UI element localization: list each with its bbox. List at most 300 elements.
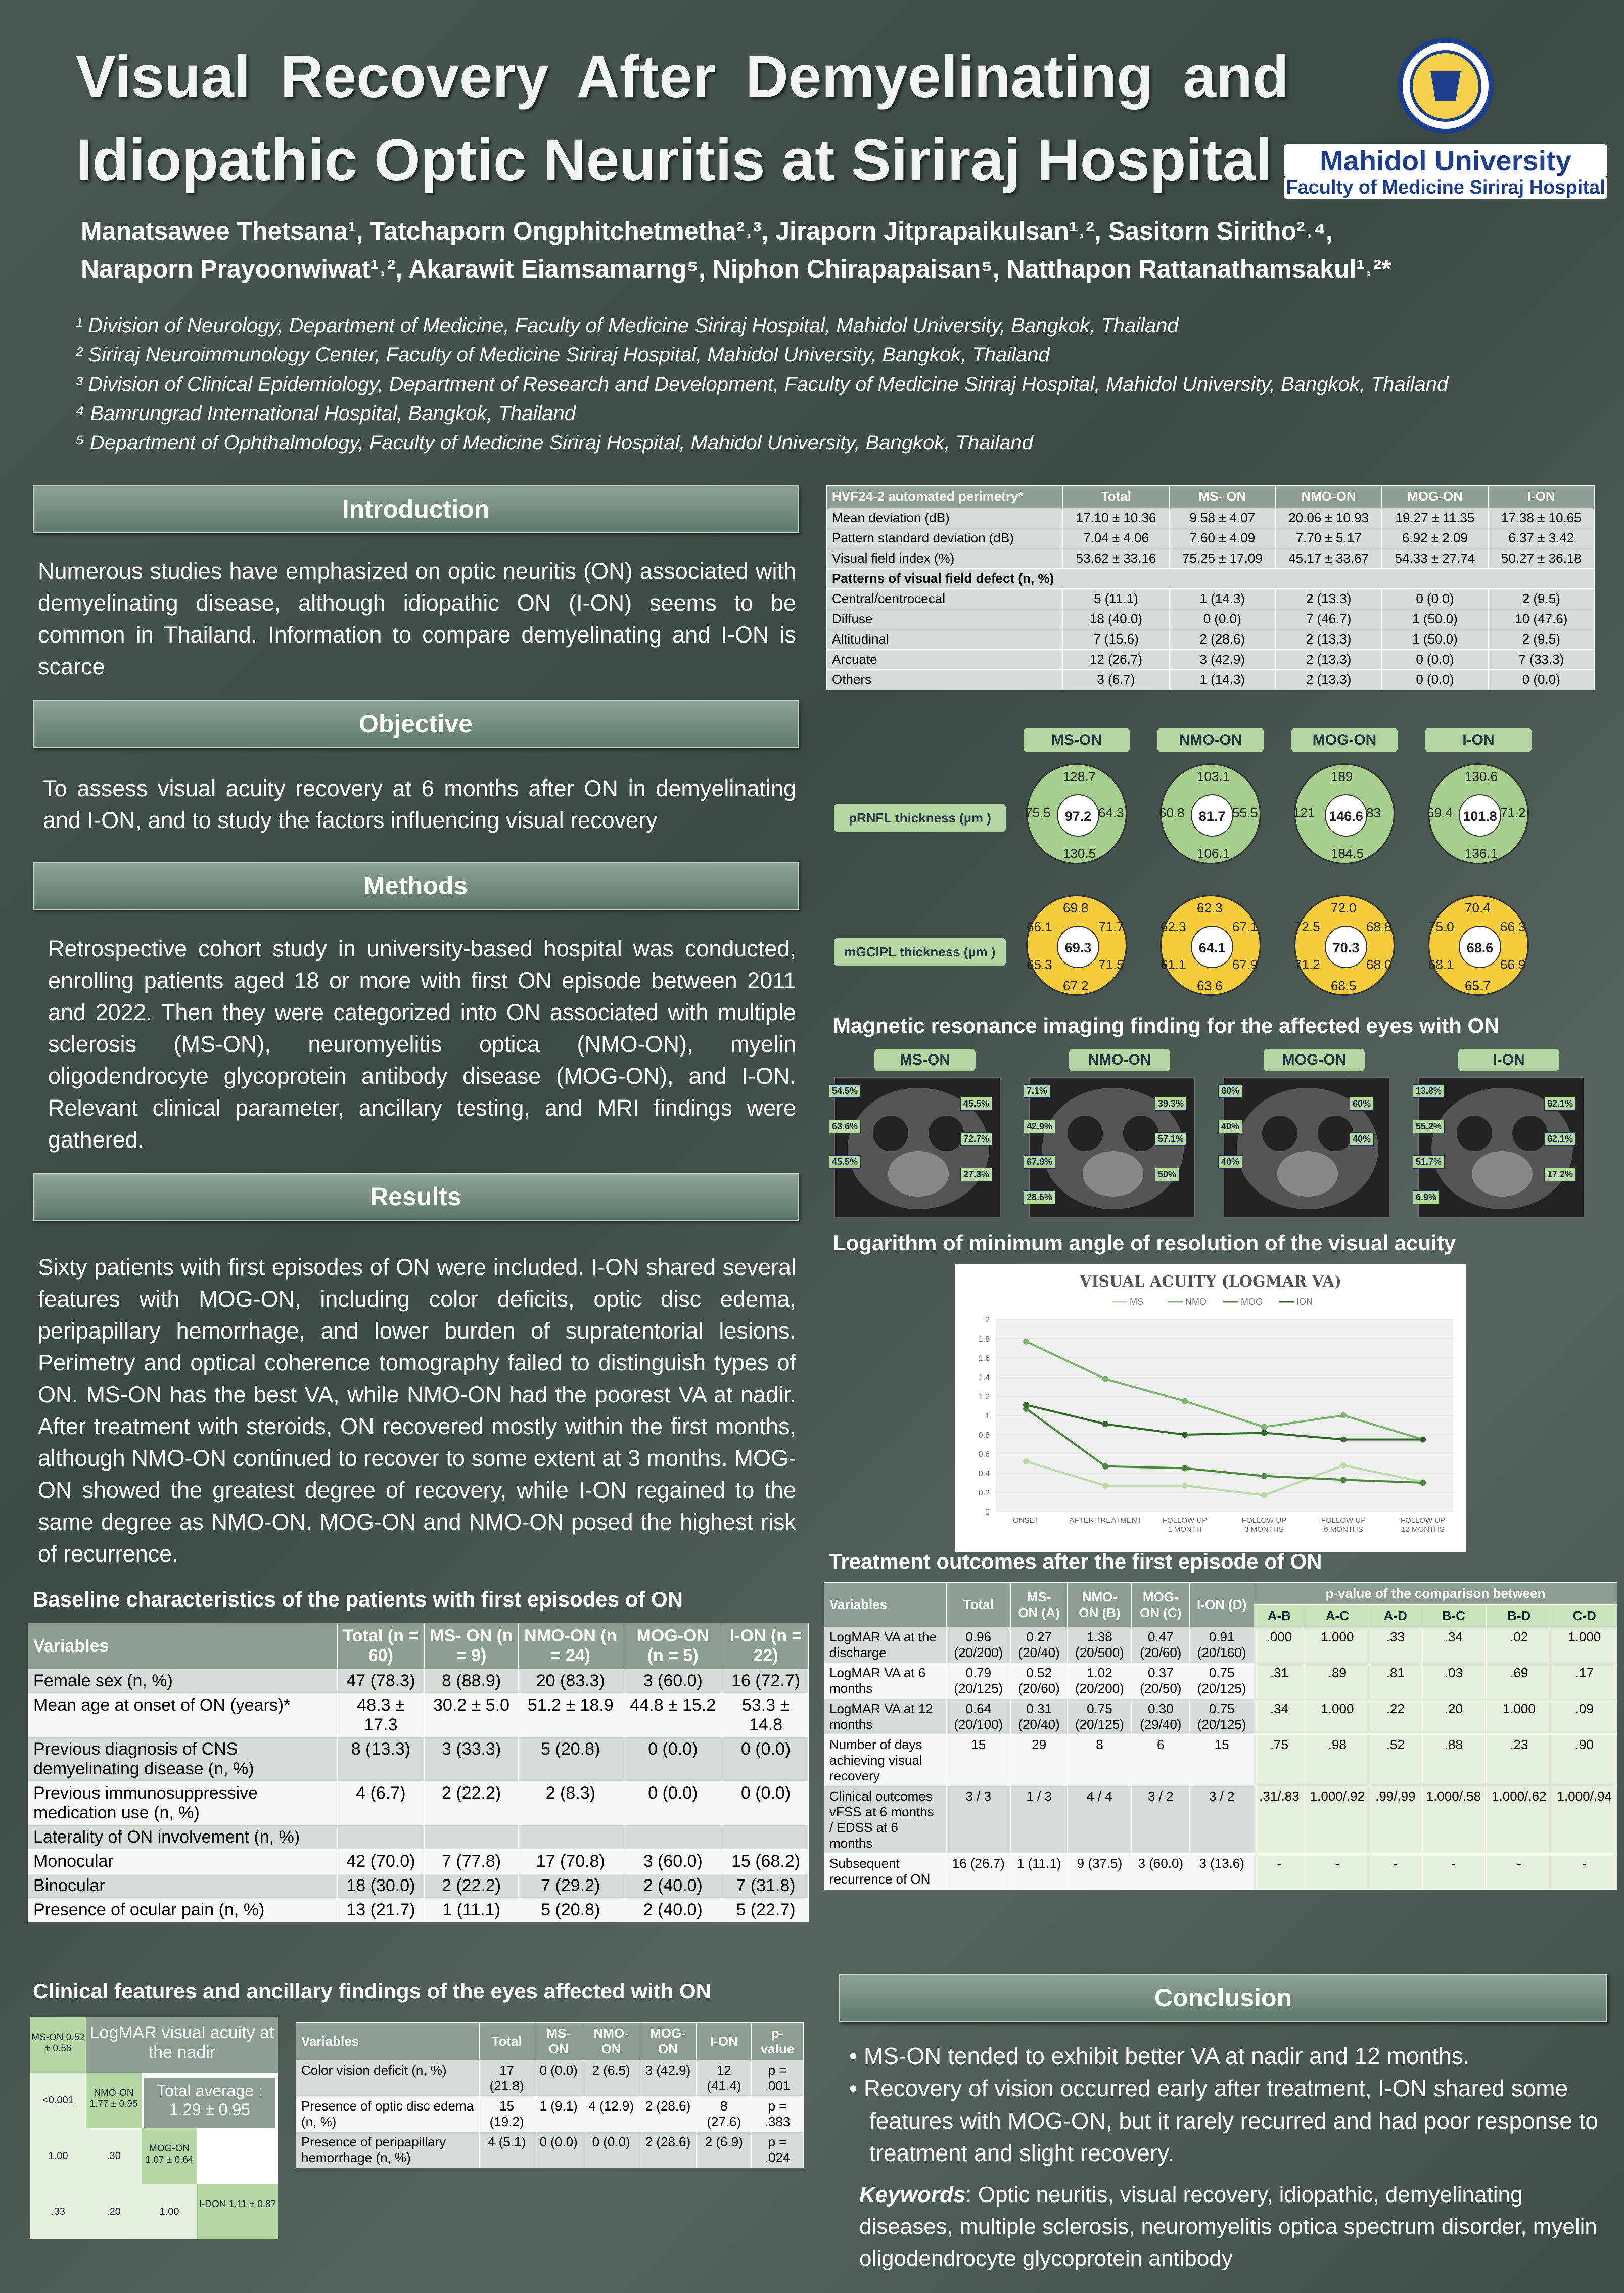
table-cell: Presence of ocular pain (n, %)	[28, 1898, 338, 1922]
legend-item	[1168, 1297, 1207, 1307]
table-cell: 0 (0.0)	[534, 2060, 583, 2096]
table-cell: MS- ON	[534, 2023, 583, 2060]
oct-sector-value: 65.3	[1027, 957, 1052, 972]
table-cell: NMO-ON	[583, 2023, 639, 2060]
oct-center-value: 81.7	[1191, 794, 1233, 837]
table-cell: 2 (28.6)	[639, 2096, 697, 2132]
svg-text:MS: MS	[1130, 1297, 1143, 1307]
table-cell: 3 / 3	[946, 1786, 1010, 1854]
data-point	[1023, 1339, 1029, 1345]
table-cell: .34	[1421, 1627, 1486, 1663]
table-row	[296, 2060, 804, 2096]
oct-circle	[1160, 895, 1261, 996]
table-row	[824, 1699, 1617, 1735]
table-cell: 2 (6.9)	[697, 2132, 752, 2168]
table-cell: 1.000	[1487, 1699, 1552, 1735]
table-cell: .20	[1421, 1699, 1486, 1735]
oct-panel	[829, 728, 1597, 1011]
header-row	[296, 2023, 804, 2060]
conclusion-header: Conclusion	[839, 1974, 1607, 2022]
table-row	[28, 1898, 809, 1922]
logo-name: Mahidol University	[1284, 144, 1607, 177]
table-cell: 4 (12.9)	[583, 2096, 639, 2132]
table-cell: 3 / 2	[1190, 1786, 1254, 1854]
y-tick-label: 1.6	[978, 1354, 990, 1363]
data-point	[1102, 1421, 1108, 1427]
table-cell: 3 (60.0)	[1132, 1854, 1190, 1890]
table-cell: .31/.83	[1254, 1786, 1305, 1854]
table-cell: 2 (13.3)	[1275, 670, 1381, 690]
mri-group-label: MOG-ON	[1264, 1049, 1365, 1071]
mahidol-logo	[1284, 30, 1607, 202]
conclusion-item: • MS-ON tended to exhibit better VA at nadir and 12 months.	[849, 2043, 1470, 2069]
mri-percent-label: 50%	[1155, 1168, 1179, 1181]
table-cell: 15 (68.2)	[723, 1850, 809, 1874]
table-cell: 51.2 ± 18.9	[518, 1693, 623, 1737]
table-cell	[723, 1825, 809, 1850]
table-cell: 0.96 (20/200)	[946, 1627, 1010, 1663]
oct-sector-value: 184.5	[1331, 846, 1364, 861]
table-cell: LogMAR VA at 12 months	[824, 1699, 947, 1735]
data-point	[1261, 1473, 1267, 1479]
y-tick-label: 0.8	[978, 1431, 990, 1440]
table-row	[28, 1850, 809, 1874]
table-cell: 17 (70.8)	[518, 1850, 623, 1874]
x-tick-label: FOLLOW UP 12 MONTHS	[1400, 1516, 1446, 1534]
oct-circle	[1026, 895, 1127, 996]
oct-sector-value: 62.3	[1161, 919, 1186, 934]
methods-header: Methods	[33, 862, 799, 910]
oct-sector-value: 72.0	[1331, 900, 1357, 915]
table-cell: 30.2 ± 5.0	[425, 1693, 519, 1737]
table-cell: 19.27 ± 11.35	[1382, 508, 1488, 528]
table-cell: 1.000	[1305, 1699, 1370, 1735]
gcipl-label: mGCIPL thickness (µm )	[834, 938, 1006, 966]
table-cell: 6.92 ± 2.09	[1382, 528, 1488, 548]
table-cell: 7 (15.6)	[1063, 629, 1169, 650]
table-cell: 7.04 ± 4.06	[1063, 528, 1169, 548]
table-row	[28, 1781, 809, 1825]
mri-percent-label: 40%	[1350, 1132, 1374, 1146]
oct-sector-value: 71.5	[1098, 957, 1124, 972]
oct-circle	[1026, 763, 1127, 864]
data-point	[1340, 1477, 1347, 1483]
header-row	[824, 1583, 1617, 1605]
table-cell: 1 (14.3)	[1169, 670, 1275, 690]
objective-text: To assess visual acuity recovery at 6 months after ON in demyelinating and I-ON, and to study the factors influencing visual recovery	[43, 775, 796, 833]
oct-circle	[1428, 763, 1529, 864]
table-cell: 0.30 (29/40)	[1132, 1699, 1190, 1735]
table-cell: MOG-ON (n = 5)	[623, 1623, 723, 1669]
y-tick-label: 0	[985, 1508, 990, 1517]
table-row	[28, 1825, 809, 1850]
hvf-table	[826, 485, 1595, 690]
legend-item	[1112, 1297, 1143, 1307]
baseline-table	[28, 1623, 809, 1922]
table-cell: 0.64 (20/100)	[946, 1699, 1010, 1735]
table-cell: 17 (21.8)	[479, 2060, 534, 2096]
table-cell: 1 (50.0)	[1382, 629, 1488, 650]
table-cell: NMO-ON	[1275, 486, 1381, 508]
table-cell: HVF24-2 automated perimetry*	[827, 486, 1063, 508]
mri-percent-label: 62.1%	[1544, 1097, 1576, 1111]
oct-sector-value: 68.8	[1366, 919, 1392, 934]
matrix-p: <0.001	[30, 2073, 86, 2128]
keywords: Keywords: Optic neuritis, visual recovery, idiopathic, demyelinating diseases, multiple sclerosis, neuromyelitis optica spectrum disorder, myelin oligodendrocyte glycoprotein antibody	[859, 2182, 1597, 2271]
mri-percent-label: 55.2%	[1413, 1120, 1445, 1133]
mri-percent-label: 72.7%	[960, 1132, 992, 1146]
table-cell: Arcuate	[827, 650, 1063, 670]
x-tick-label: ONSET	[1013, 1516, 1039, 1525]
table-cell: 10 (47.6)	[1488, 609, 1594, 629]
treatment-table	[824, 1582, 1617, 1890]
table-cell: 0.27 (20/40)	[1010, 1627, 1068, 1663]
header-cell: A-D	[1370, 1605, 1421, 1627]
oct-sector-value: 62.3	[1197, 900, 1223, 915]
table-row	[296, 2132, 804, 2168]
data-point	[1102, 1376, 1108, 1382]
table-row	[827, 670, 1595, 690]
y-tick-label: 0.4	[978, 1470, 990, 1478]
table-cell: .88	[1421, 1735, 1486, 1786]
table-cell: .09	[1552, 1699, 1617, 1735]
oct-sector-value: 60.8	[1159, 805, 1185, 820]
table-cell: 4 (6.7)	[337, 1781, 425, 1825]
mri-percent-label: 60%	[1218, 1084, 1242, 1098]
mri-percent-label: 39.3%	[1155, 1097, 1187, 1111]
table-cell: MS- ON (n = 9)	[425, 1623, 519, 1669]
mri-group-label: NMO-ON	[1069, 1049, 1170, 1071]
table-cell: 1.38 (20/500)	[1068, 1627, 1132, 1663]
table-cell: 2 (9.5)	[1488, 589, 1594, 609]
table-cell: Subsequent recurrence of ON	[824, 1854, 947, 1890]
oct-center-value: 68.6	[1459, 926, 1501, 968]
table-cell: Number of days achieving visual recovery	[824, 1735, 947, 1786]
table-cell: 53.3 ± 14.8	[723, 1693, 809, 1737]
table-cell	[623, 1825, 723, 1850]
table-cell: 0 (0.0)	[1169, 609, 1275, 629]
table-cell: .03	[1421, 1663, 1486, 1699]
table-cell: 2 (6.5)	[583, 2060, 639, 2096]
chart-title: VISUAL ACUITY (LOGMAR VA)	[1080, 1273, 1341, 1291]
methods-text: Retrospective cohort study in university-based hospital was conducted, enrolling patients aged 18 or more with first ON episode between 2011 and 2022. Then they were categorized into ON associated with multiple sclerosis (MS-ON), neuromyelitis optica (NMO-ON), myelin oligodendrocyte glycoprotein antibody disease (MOG-ON), and I-ON. Relevant clinical parameter, ancillary testing, and MRI findings were gathered.	[48, 936, 796, 1153]
table-cell: 0 (0.0)	[534, 2132, 583, 2168]
table-cell: -	[1552, 1854, 1617, 1890]
matrix-average: Total average : 1.29 ± 0.95	[144, 2078, 275, 2128]
table-cell: 20 (83.3)	[518, 1669, 623, 1693]
mri-group-label: MS-ON	[874, 1049, 976, 1071]
oct-sector-value: 71.7	[1098, 919, 1124, 934]
table-cell: -	[1305, 1854, 1370, 1890]
table-cell: .89	[1305, 1663, 1370, 1699]
table-cell: -	[1421, 1854, 1486, 1890]
table-cell: 16 (72.7)	[723, 1669, 809, 1693]
header-row	[827, 486, 1595, 508]
oct-sector-value: 66.3	[1500, 919, 1526, 934]
table-cell: Laterality of ON involvement (n, %)	[28, 1825, 338, 1850]
rnfl-label: pRNFL thickness (µm )	[834, 804, 1006, 832]
conclusion-list	[839, 2040, 1607, 2169]
svg-text:NMO: NMO	[1185, 1297, 1207, 1307]
table-cell: .34	[1254, 1699, 1305, 1735]
data-point	[1182, 1432, 1188, 1438]
table-cell: 17.38 ± 10.65	[1488, 508, 1594, 528]
table-cell: 7 (33.3)	[1488, 650, 1594, 670]
oct-sector-value: 83	[1366, 805, 1381, 820]
matrix-p: .20	[86, 2184, 142, 2239]
table-cell: 1.000/.94	[1552, 1786, 1617, 1854]
table-cell: Previous diagnosis of CNS demyelinating disease (n, %)	[28, 1737, 338, 1781]
oct-sector-value: 68.5	[1331, 978, 1357, 993]
table-cell: 3 (6.7)	[1063, 670, 1169, 690]
table-cell: Others	[827, 670, 1063, 690]
oct-sector-value: 68.1	[1428, 957, 1454, 972]
table-cell: -	[1487, 1854, 1552, 1890]
mri-percent-label: 45.5%	[960, 1097, 992, 1111]
mri-percent-label: 6.9%	[1413, 1190, 1440, 1204]
oct-sector-value: 71.2	[1500, 805, 1526, 820]
oct-center-value: 101.8	[1459, 794, 1501, 837]
table-cell: 53.62 ± 33.16	[1063, 548, 1169, 569]
table-cell: Color vision deficit (n, %)	[296, 2060, 480, 2096]
table-cell: 1 (14.3)	[1169, 589, 1275, 609]
oct-center-value: 97.2	[1057, 794, 1099, 837]
table-row	[824, 1786, 1617, 1854]
table-cell: 13 (21.7)	[337, 1898, 425, 1922]
table-cell: 2 (22.2)	[425, 1781, 519, 1825]
header-cell: Total	[946, 1583, 1010, 1627]
table-row	[827, 508, 1595, 528]
table-cell: .69	[1487, 1663, 1552, 1699]
mri-percent-label: 62.1%	[1544, 1132, 1576, 1146]
table-cell: 0 (0.0)	[1488, 670, 1594, 690]
table-cell: 0.75 (20/125)	[1190, 1663, 1254, 1699]
baseline-title: Baseline characteristics of the patients with first episodes of ON	[33, 1587, 683, 1611]
table-cell: 0.31 (20/40)	[1010, 1699, 1068, 1735]
y-tick-label: 0.6	[978, 1450, 990, 1459]
table-cell: 3 (42.9)	[1169, 650, 1275, 670]
data-point	[1182, 1465, 1188, 1472]
clinical-title: Clinical features and ancillary findings of the eyes affected with ON	[33, 1979, 711, 2003]
mri-percent-label: 60%	[1350, 1097, 1374, 1111]
oct-sector-value: 103.1	[1197, 769, 1230, 784]
table-cell: 18 (30.0)	[337, 1874, 425, 1898]
table-cell: 2 (22.2)	[425, 1874, 519, 1898]
table-cell: 1 (11.1)	[425, 1898, 519, 1922]
table-cell: .000	[1254, 1627, 1305, 1663]
table-cell: 15	[1190, 1735, 1254, 1786]
table-cell: 1.000/.62	[1487, 1786, 1552, 1854]
matrix-mog: MOG-ON 1.07 ± 0.64	[142, 2128, 197, 2184]
table-cell: 0 (0.0)	[1382, 650, 1488, 670]
table-cell: 12 (26.7)	[1063, 650, 1169, 670]
clinical-table	[296, 2022, 804, 2168]
table-cell: 47 (78.3)	[337, 1669, 425, 1693]
mri-percent-label: 17.2%	[1544, 1168, 1576, 1181]
objective-header: Objective	[33, 700, 799, 748]
table-cell: 7 (77.8)	[425, 1850, 519, 1874]
table-cell: 0.52 (20/60)	[1010, 1663, 1068, 1699]
header-cell: A-C	[1305, 1605, 1370, 1627]
x-tick-label: FOLLOW UP 3 MONTHS	[1241, 1516, 1287, 1534]
table-row	[824, 1854, 1617, 1890]
matrix-p: 1.00	[142, 2184, 197, 2239]
oct-sector-value: 106.1	[1197, 846, 1230, 861]
header-cell: A-B	[1254, 1605, 1305, 1627]
mri-percent-label: 67.9%	[1024, 1155, 1055, 1169]
oct-sector-value: 136.1	[1465, 846, 1498, 861]
table-row	[827, 650, 1595, 670]
table-cell: 4 / 4	[1068, 1786, 1132, 1854]
data-point	[1102, 1483, 1108, 1489]
table-row	[296, 2096, 804, 2132]
oct-sector-value: 68.0	[1366, 957, 1392, 972]
table-cell: Variables	[28, 1623, 338, 1669]
table-cell: .81	[1370, 1663, 1421, 1699]
table-cell: 2 (13.3)	[1275, 629, 1381, 650]
oct-sector-value: 71.2	[1294, 957, 1320, 972]
y-tick-label: 1.8	[978, 1335, 990, 1344]
authors: Manatsawee Thetsana¹, Tatchaporn Ongphitchetmetha²˒³, Jiraporn Jitprapaikulsan¹˒², Sasitorn Siritho²˒⁴, Naraporn Prayoonwiwat¹˒², Akarawit Eiamsamarng⁵, Niphon Chirapapaisan⁵, Natthapon Rattanathamsakul¹˒²*	[81, 217, 1391, 283]
table-row	[827, 589, 1595, 609]
table-cell: 3 (60.0)	[623, 1850, 723, 1874]
x-tick-label: AFTER TREATMENT	[1069, 1516, 1142, 1525]
x-tick-label: FOLLOW UP 1 MONTH	[1162, 1516, 1208, 1534]
oct-sector-value: 70.4	[1465, 900, 1491, 915]
mri-panel	[829, 1049, 1597, 1221]
table-cell: Pattern standard deviation (dB)	[827, 528, 1063, 548]
data-point	[1182, 1483, 1188, 1489]
table-cell: 3 (60.0)	[623, 1669, 723, 1693]
header-cell: Variables	[824, 1583, 947, 1627]
table-cell: Total	[1063, 486, 1169, 508]
table-cell: 2 (13.3)	[1275, 650, 1381, 670]
table-cell	[337, 1825, 425, 1850]
oct-sector-value: 66.9	[1500, 957, 1526, 972]
y-tick-label: 1.2	[978, 1393, 990, 1401]
table-cell: 0 (0.0)	[1382, 670, 1488, 690]
table-cell: 0.91 (20/160)	[1190, 1627, 1254, 1663]
y-tick-label: 1.4	[978, 1373, 990, 1382]
table-cell: .98	[1305, 1735, 1370, 1786]
pattern-header: Patterns of visual field defect (n, %)	[827, 569, 1595, 589]
table-cell: I-ON (n = 22)	[723, 1623, 809, 1669]
y-tick-label: 0.2	[978, 1489, 990, 1497]
table-cell: 7 (29.2)	[518, 1874, 623, 1898]
table-cell: 29	[1010, 1735, 1068, 1786]
table-cell: 3 (13.6)	[1190, 1854, 1254, 1890]
table-cell: 4 (5.1)	[479, 2132, 534, 2168]
table-cell: -	[1370, 1854, 1421, 1890]
header-cell: I-ON (D)	[1190, 1583, 1254, 1627]
table-cell: 17.10 ± 10.36	[1063, 508, 1169, 528]
oct-sector-value: 128.7	[1063, 769, 1096, 784]
table-cell: 9.58 ± 4.07	[1169, 508, 1275, 528]
table-cell: 0 (0.0)	[623, 1781, 723, 1825]
table-cell: 1.000	[1305, 1627, 1370, 1663]
data-point	[1023, 1402, 1029, 1408]
mri-percent-label: 7.1%	[1024, 1084, 1050, 1098]
table-cell: 0 (0.0)	[623, 1737, 723, 1781]
oct-group-label: MOG-ON	[1291, 728, 1398, 752]
table-row	[28, 1874, 809, 1898]
data-point	[1340, 1437, 1347, 1443]
mri-percent-label: 40%	[1218, 1155, 1242, 1169]
affiliations: ¹ Division of Neurology, Department of Medicine, Faculty of Medicine Siriraj Hospital, Mahidol University, Bangkok, Thailand ² Siriraj Neuroimmunology Center, Faculty of Medicine Siriraj Hospital, Mahidol University, Bangkok, Thailand ³ Division of Clinical Epidemiology, Department of Research and Development, Faculty of Medicine Siriraj Hospital, Mahidol University, Bangkok, Thailand ⁴ Bamrungrad International Hospital, Bangkok, Thailand ⁵ Department of Ophthalmology, Faculty of Medicine Siriraj Hospital, Mahidol University, Bangkok, Thailand	[76, 314, 1449, 454]
table-cell: p = .383	[752, 2096, 804, 2132]
table-cell: I-ON	[697, 2023, 752, 2060]
table-cell: 5 (20.8)	[518, 1737, 623, 1781]
table-cell: 0.37 (20/50)	[1132, 1663, 1190, 1699]
table-row	[824, 1627, 1617, 1663]
data-point	[1340, 1462, 1347, 1469]
table-row	[824, 1735, 1617, 1786]
header-row	[28, 1623, 809, 1669]
table-cell: 5 (20.8)	[518, 1898, 623, 1922]
oct-sector-value: 63.6	[1197, 978, 1223, 993]
oct-group-label: NMO-ON	[1157, 728, 1264, 752]
table-cell: 15 (19.2)	[479, 2096, 534, 2132]
table-cell: 8	[1068, 1735, 1132, 1786]
oct-sector-value: 55.5	[1232, 805, 1258, 820]
data-point	[1182, 1398, 1188, 1404]
header-cell: NMO-ON (B)	[1068, 1583, 1132, 1627]
table-cell: 1 (9.1)	[534, 2096, 583, 2132]
table-cell: 5 (22.7)	[723, 1898, 809, 1922]
table-cell: 0.79 (20/125)	[946, 1663, 1010, 1699]
results-text: Sixty patients with first episodes of ON were included. I-ON shared several features with MOG-ON, including color deficits, optic disc edema, peripapillary hemorrhage, and lower burden of supratentorial lesions. Perimetry and optical coherence tomography failed to distinguish types of ON. MS-ON has the best VA, while NMO-ON had the poorest VA at nadir. After treatment with steroids, ON recovered mostly within the first months, although NMO-ON continued to recover to some extent at 3 months. MOG-ON showed the greatest degree of recovery, while I-ON regained to the same degree as NMO-ON. MOG-ON and NMO-ON posed the highest risk of recurrence.	[38, 1254, 796, 1567]
oct-sector-value: 130.5	[1063, 846, 1096, 861]
table-cell: .22	[1370, 1699, 1421, 1735]
table-cell: 1 / 3	[1010, 1786, 1068, 1854]
matrix-p: .33	[30, 2184, 86, 2239]
table-row	[28, 1693, 809, 1737]
table-cell: 2 (28.6)	[639, 2132, 697, 2168]
treatment-title: Treatment outcomes after the first episode of ON	[829, 1549, 1322, 1573]
table-cell: MOG-ON	[639, 2023, 697, 2060]
table-cell: LogMAR VA at 6 months	[824, 1663, 947, 1699]
table-cell: .75	[1254, 1735, 1305, 1786]
introduction-header: Introduction	[33, 485, 799, 533]
pvalue-header: p-value of the comparison between	[1254, 1583, 1617, 1605]
table-cell: 7.70 ± 5.17	[1275, 528, 1381, 548]
data-point	[1261, 1430, 1267, 1436]
mri-percent-label: 13.8%	[1413, 1084, 1445, 1098]
oct-sector-value: 75.5	[1025, 805, 1051, 820]
oct-group-label: MS-ON	[1024, 728, 1130, 752]
oct-sector-value: 72.5	[1294, 919, 1320, 934]
table-cell: 75.25 ± 17.09	[1169, 548, 1275, 569]
oct-circle	[1428, 895, 1529, 996]
table-cell: 2 (40.0)	[623, 1898, 723, 1922]
table-cell: 8 (88.9)	[425, 1669, 519, 1693]
table-cell: 0.47 (20/60)	[1132, 1627, 1190, 1663]
oct-sector-value: 67.9	[1232, 957, 1258, 972]
mri-percent-label: 57.1%	[1155, 1132, 1187, 1146]
introduction-text: Numerous studies have emphasized on optic neuritis (ON) associated with demyelinating disease, although idiopathic ON (I-ON) seems to be common in Thailand. Information to compare demyelinating and I-ON is scarce	[38, 558, 796, 679]
results-header: Results	[33, 1173, 799, 1221]
table-cell: .99/.99	[1370, 1786, 1421, 1854]
table-cell: 15	[946, 1735, 1010, 1786]
table-cell: 1.02 (20/200)	[1068, 1663, 1132, 1699]
oct-sector-value: 64.3	[1098, 805, 1124, 820]
table-cell: 1 (50.0)	[1382, 609, 1488, 629]
table-cell: 7 (31.8)	[723, 1874, 809, 1898]
table-row	[824, 1663, 1617, 1699]
table-cell: p = .024	[752, 2132, 804, 2168]
table-cell: 2 (40.0)	[623, 1874, 723, 1898]
table-cell: .33	[1370, 1627, 1421, 1663]
